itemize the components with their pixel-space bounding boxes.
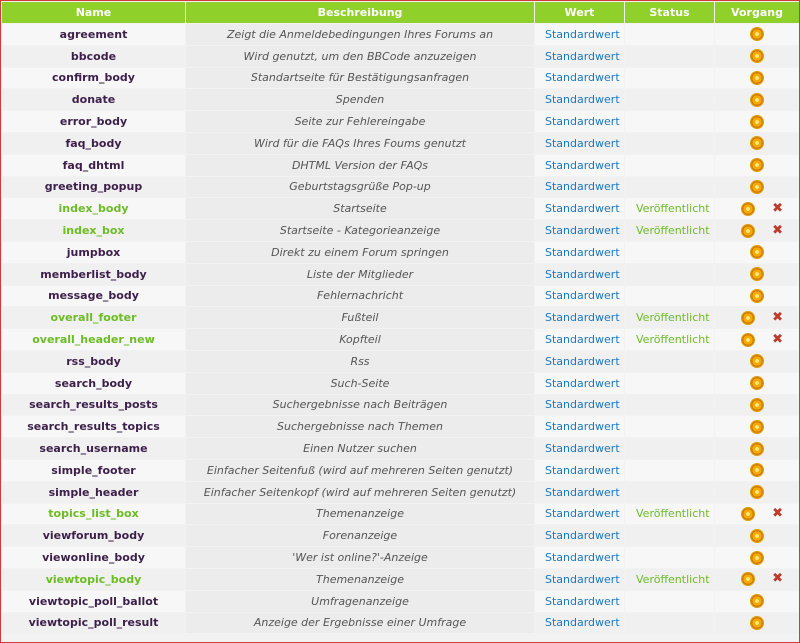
template-name[interactable]: viewforum_body <box>2 525 185 546</box>
template-actions <box>715 438 799 459</box>
template-name[interactable]: donate <box>2 89 185 110</box>
delete-x-icon[interactable]: ✖ <box>772 571 783 587</box>
template-actions <box>715 329 799 350</box>
template-description: Anzeige der Ergebnisse einer Umfrage <box>186 613 534 634</box>
template-actions <box>715 395 799 416</box>
template-description: Einfacher Seitenfuß (wird auf mehreren Seiten genutzt) <box>186 460 534 481</box>
template-status: Veröffentlicht <box>625 329 714 350</box>
table-row <box>2 525 799 546</box>
template-description: Suchergebnisse nach Beiträgen <box>186 395 534 416</box>
template-status <box>625 438 714 459</box>
gear-icon[interactable] <box>751 377 763 389</box>
table-row <box>2 547 799 568</box>
table-row <box>2 155 799 176</box>
template-status <box>625 89 714 110</box>
table-row <box>2 307 799 328</box>
template-value-link[interactable]: Standardwert <box>535 220 624 241</box>
template-description: Suchergebnisse nach Themen <box>186 416 534 437</box>
template-value-link[interactable]: Standardwert <box>535 547 624 568</box>
template-name[interactable]: bbcode <box>2 46 185 67</box>
template-status <box>625 242 714 263</box>
delete-x-icon[interactable]: ✖ <box>772 309 783 325</box>
template-value-link[interactable]: Standardwert <box>535 569 624 590</box>
column-header-value[interactable]: Wert <box>535 2 624 23</box>
gear-icon[interactable] <box>751 443 763 455</box>
template-name[interactable]: search_body <box>2 373 185 394</box>
table-row <box>2 220 799 241</box>
table-row <box>2 460 799 481</box>
template-value-link[interactable]: Standardwert <box>535 351 624 372</box>
template-status <box>625 351 714 372</box>
template-value-link[interactable]: Standardwert <box>535 264 624 285</box>
template-value-link[interactable]: Standardwert <box>535 329 624 350</box>
column-header-status[interactable]: Status <box>625 2 714 23</box>
template-name[interactable]: jumpbox <box>2 242 185 263</box>
template-status <box>625 155 714 176</box>
template-value-link[interactable]: Standardwert <box>535 613 624 634</box>
template-description: Einfacher Seitenkopf (wird auf mehreren Seiten genutzt) <box>186 482 534 503</box>
template-status <box>625 133 714 154</box>
template-value-link[interactable]: Standardwert <box>535 111 624 132</box>
template-actions <box>715 504 799 525</box>
template-status <box>625 395 714 416</box>
template-status: Veröffentlicht <box>625 220 714 241</box>
template-name[interactable]: greeting_popup <box>2 177 185 198</box>
gear-icon[interactable] <box>751 246 763 258</box>
gear-icon[interactable] <box>751 552 763 564</box>
table-row <box>2 198 799 219</box>
template-value-link[interactable]: Standardwert <box>535 24 624 45</box>
template-status: Veröffentlicht <box>625 307 714 328</box>
template-status <box>625 286 714 307</box>
template-name[interactable]: faq_dhtml <box>2 155 185 176</box>
template-actions <box>715 155 799 176</box>
template-actions <box>715 547 799 568</box>
template-name[interactable]: index_box <box>2 220 185 241</box>
table-row <box>2 351 799 372</box>
template-value-link[interactable]: Standardwert <box>535 155 624 176</box>
template-name[interactable]: simple_footer <box>2 460 185 481</box>
template-value-link[interactable]: Standardwert <box>535 177 624 198</box>
template-description: DHTML Version der FAQs <box>186 155 534 176</box>
template-name[interactable]: search_username <box>2 438 185 459</box>
template-name[interactable]: error_body <box>2 111 185 132</box>
template-status: Veröffentlicht <box>625 504 714 525</box>
template-value-link[interactable]: Standardwert <box>535 242 624 263</box>
gear-icon[interactable] <box>751 290 763 302</box>
template-description: Fußteil <box>186 307 534 328</box>
template-status <box>625 525 714 546</box>
template-actions <box>715 482 799 503</box>
gear-icon[interactable] <box>751 159 763 171</box>
table-row <box>2 438 799 459</box>
table-row <box>2 569 799 590</box>
template-status: Veröffentlicht <box>625 569 714 590</box>
template-name[interactable]: overall_footer <box>2 307 185 328</box>
template-description: Direkt zu einem Forum springen <box>186 242 534 263</box>
table-row <box>2 68 799 89</box>
gear-icon[interactable] <box>751 50 763 62</box>
table-row <box>2 177 799 198</box>
table-row <box>2 613 799 634</box>
template-actions <box>715 613 799 634</box>
template-status <box>625 547 714 568</box>
template-status <box>625 591 714 612</box>
table-row <box>2 133 799 154</box>
table-row <box>2 482 799 503</box>
gear-icon[interactable] <box>751 595 763 607</box>
table-row <box>2 242 799 263</box>
template-actions <box>715 525 799 546</box>
template-actions <box>715 460 799 481</box>
template-actions <box>715 89 799 110</box>
template-actions <box>715 24 799 45</box>
delete-x-icon[interactable]: ✖ <box>772 505 783 521</box>
template-value-link[interactable]: Standardwert <box>535 46 624 67</box>
template-description: Startseite - Kategorieanzeige <box>186 220 534 241</box>
template-value-link[interactable]: Standardwert <box>535 373 624 394</box>
template-status <box>625 482 714 503</box>
gear-icon[interactable] <box>751 28 763 40</box>
template-name[interactable]: index_body <box>2 198 185 219</box>
template-name[interactable]: viewtopic_body <box>2 569 185 590</box>
gear-icon[interactable] <box>751 530 763 542</box>
template-value-link[interactable]: Standardwert <box>535 89 624 110</box>
table-row <box>2 46 799 67</box>
gear-icon[interactable] <box>751 94 763 106</box>
table-row <box>2 89 799 110</box>
gear-icon[interactable] <box>751 116 763 128</box>
table-row <box>2 286 799 307</box>
gear-icon[interactable] <box>742 508 754 520</box>
template-value-link[interactable]: Standardwert <box>535 525 624 546</box>
template-description: Rss <box>186 351 534 372</box>
template-value-link[interactable]: Standardwert <box>535 198 624 219</box>
template-name[interactable]: overall_header_new <box>2 329 185 350</box>
delete-x-icon[interactable]: ✖ <box>772 222 783 238</box>
table-row <box>2 373 799 394</box>
gear-icon[interactable] <box>742 334 754 346</box>
template-actions <box>715 307 799 328</box>
template-description: Forenanzeige <box>186 525 534 546</box>
template-actions <box>715 68 799 89</box>
gear-icon[interactable] <box>751 421 763 433</box>
template-name[interactable]: viewonline_body <box>2 547 185 568</box>
gear-icon[interactable] <box>742 573 754 585</box>
template-actions <box>715 220 799 241</box>
template-status <box>625 111 714 132</box>
column-header-name[interactable]: Name <box>2 2 185 23</box>
template-name[interactable]: simple_header <box>2 482 185 503</box>
template-actions <box>715 569 799 590</box>
template-actions <box>715 264 799 285</box>
gear-icon[interactable] <box>751 137 763 149</box>
template-description: Umfragenanzeige <box>186 591 534 612</box>
template-status <box>625 373 714 394</box>
template-name[interactable]: memberlist_body <box>2 264 185 285</box>
template-status <box>625 613 714 634</box>
template-name[interactable]: viewtopic_poll_result <box>2 613 185 634</box>
template-description: Wird für die FAQs Ihres Foums genutzt <box>186 133 534 154</box>
template-description: Seite zur Fehlereingabe <box>186 111 534 132</box>
template-actions <box>715 242 799 263</box>
template-actions <box>715 351 799 372</box>
template-name[interactable]: agreement <box>2 24 185 45</box>
template-description: Kopfteil <box>186 329 534 350</box>
delete-x-icon[interactable]: ✖ <box>772 331 783 347</box>
template-name[interactable]: message_body <box>2 286 185 307</box>
table-row <box>2 395 799 416</box>
template-name[interactable]: viewtopic_poll_ballot <box>2 591 185 612</box>
template-description: Themenanzeige <box>186 504 534 525</box>
template-description: Spenden <box>186 89 534 110</box>
column-header-description[interactable]: Beschreibung <box>186 2 534 23</box>
gear-icon[interactable] <box>751 399 763 411</box>
template-description: 'Wer ist online?'-Anzeige <box>186 547 534 568</box>
template-value-link[interactable]: Standardwert <box>535 286 624 307</box>
template-actions <box>715 177 799 198</box>
template-value-link[interactable]: Standardwert <box>535 416 624 437</box>
template-status <box>625 177 714 198</box>
template-name[interactable]: topics_list_box <box>2 504 185 525</box>
gear-icon[interactable] <box>742 312 754 324</box>
template-actions <box>715 133 799 154</box>
table-row <box>2 111 799 132</box>
template-value-link[interactable]: Standardwert <box>535 438 624 459</box>
template-value-link[interactable]: Standardwert <box>535 307 624 328</box>
template-status <box>625 460 714 481</box>
gear-icon[interactable] <box>751 617 763 629</box>
table-header-row <box>2 2 799 23</box>
template-actions <box>715 46 799 67</box>
template-description: Wird genutzt, um den BBCode anzuzeigen <box>186 46 534 67</box>
gear-icon[interactable] <box>751 486 763 498</box>
template-description: Liste der Mitglieder <box>186 264 534 285</box>
table-row <box>2 416 799 437</box>
gear-icon[interactable] <box>751 268 763 280</box>
template-description: Geburtstagsgrüße Pop-up <box>186 177 534 198</box>
template-actions <box>715 286 799 307</box>
template-name[interactable]: search_results_topics <box>2 416 185 437</box>
gear-icon[interactable] <box>751 464 763 476</box>
template-description: Such-Seite <box>186 373 534 394</box>
template-actions <box>715 416 799 437</box>
template-value-link[interactable]: Standardwert <box>535 133 624 154</box>
table-row <box>2 24 799 45</box>
template-status <box>625 68 714 89</box>
template-value-link[interactable]: Standardwert <box>535 460 624 481</box>
template-actions <box>715 111 799 132</box>
template-description: Themenanzeige <box>186 569 534 590</box>
template-status <box>625 264 714 285</box>
template-actions <box>715 198 799 219</box>
template-description: Zeigt die Anmeldebedingungen Ihres Forums an <box>186 24 534 45</box>
template-status <box>625 24 714 45</box>
template-actions <box>715 373 799 394</box>
template-value-link[interactable]: Standardwert <box>535 504 624 525</box>
gear-icon[interactable] <box>751 355 763 367</box>
table-row <box>2 504 799 525</box>
template-status <box>625 46 714 67</box>
template-name[interactable]: search_results_posts <box>2 395 185 416</box>
gear-icon[interactable] <box>742 203 754 215</box>
template-description: Fehlernachricht <box>186 286 534 307</box>
template-description: Startseite <box>186 198 534 219</box>
gear-icon[interactable] <box>751 181 763 193</box>
table-row <box>2 591 799 612</box>
template-description: Einen Nutzer suchen <box>186 438 534 459</box>
templates-table <box>1 1 800 634</box>
template-name[interactable]: faq_body <box>2 133 185 154</box>
template-value-link[interactable]: Standardwert <box>535 395 624 416</box>
template-status <box>625 416 714 437</box>
table-row <box>2 329 799 350</box>
template-description: Standartseite für Bestätigungsanfragen <box>186 68 534 89</box>
table-row <box>2 264 799 285</box>
gear-icon[interactable] <box>751 72 763 84</box>
template-name[interactable]: confirm_body <box>2 68 185 89</box>
template-status: Veröffentlicht <box>625 198 714 219</box>
column-header-action: Vorgang <box>715 2 799 23</box>
table-body <box>2 24 799 633</box>
template-value-link[interactable]: Standardwert <box>535 591 624 612</box>
template-name[interactable]: rss_body <box>2 351 185 372</box>
template-value-link[interactable]: Standardwert <box>535 482 624 503</box>
template-actions <box>715 591 799 612</box>
gear-icon[interactable] <box>742 225 754 237</box>
delete-x-icon[interactable]: ✖ <box>772 200 783 216</box>
template-value-link[interactable]: Standardwert <box>535 68 624 89</box>
